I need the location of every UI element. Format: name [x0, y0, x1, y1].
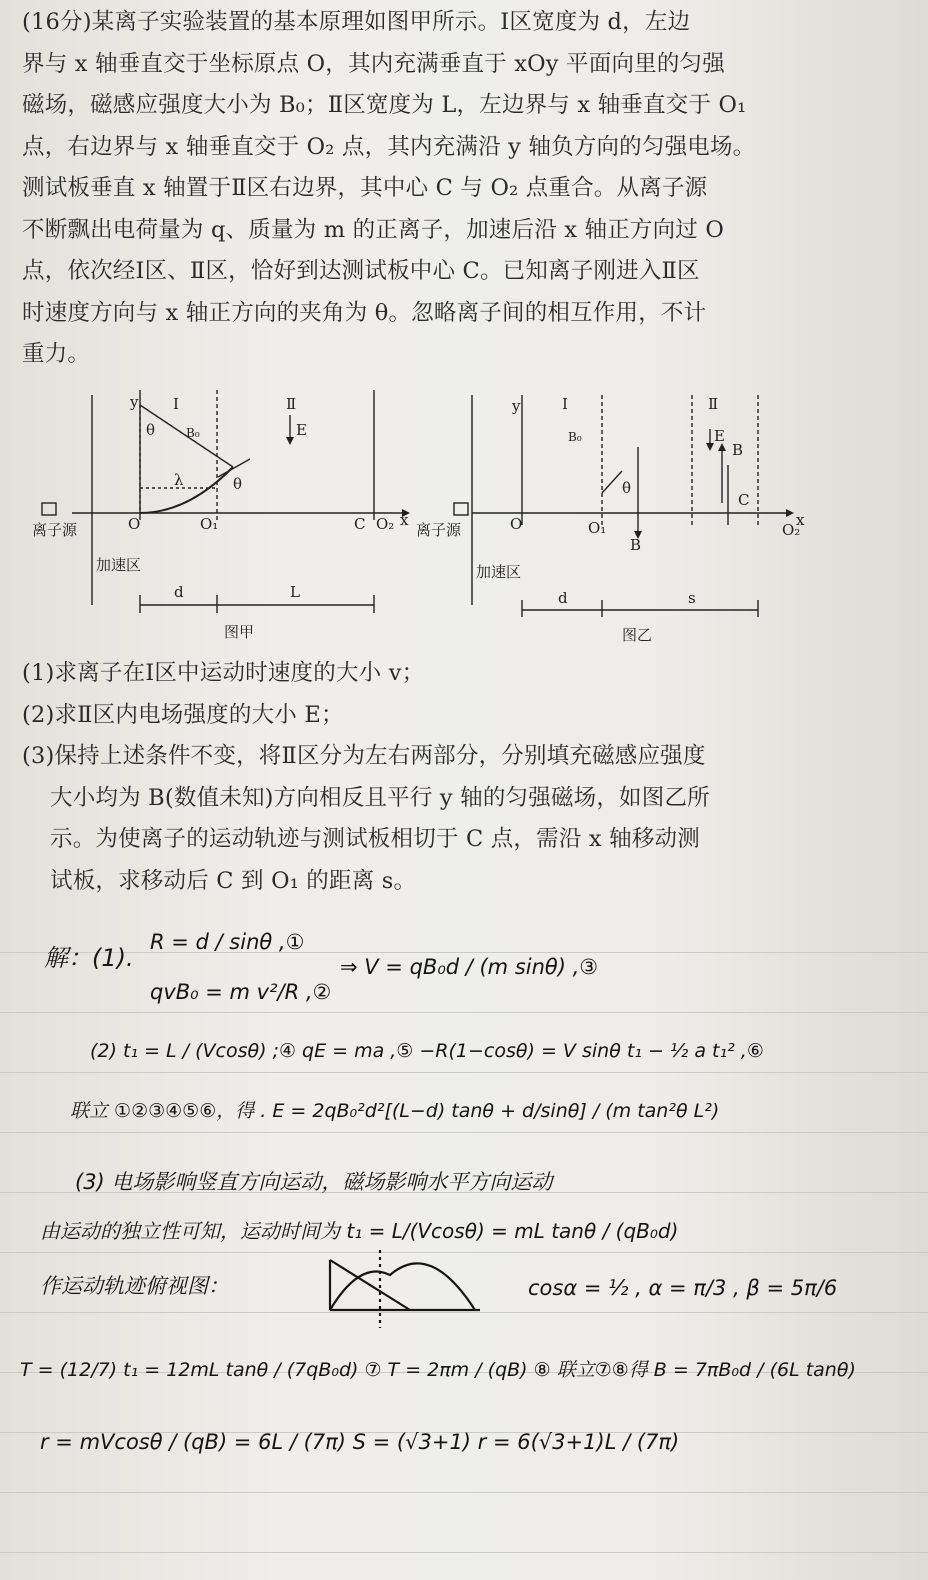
intro-line: 点，依次经Ⅰ区、Ⅱ区，恰好到达测试板中心 C。已知离子刚进入Ⅱ区: [22, 258, 700, 284]
fig-jia-o: O: [128, 515, 141, 533]
fig-yi-c: C: [738, 491, 750, 509]
fig-jia-alpha: λ: [174, 471, 184, 489]
solution-eq3: ⇒ V = qB₀d / (m sinθ) ,③: [340, 955, 599, 979]
fig-yi-o2: O₂: [782, 521, 801, 539]
question-1: (1)求离子在Ⅰ区中运动时速度的大小 v；: [22, 660, 425, 686]
fig-yi-o: O: [510, 515, 523, 533]
question-3-line: 试板，求移动后 C 到 O₁ 的距离 s。: [50, 867, 417, 894]
fig-yi-d: d: [558, 589, 568, 607]
fig-yi-b-up: B: [732, 441, 744, 459]
fig-jia-l: L: [290, 583, 300, 601]
intro-line: 不断飘出电荷量为 q、质量为 m 的正离子，加速后沿 x 轴正方向过 O: [22, 216, 724, 243]
solution-label: 解：(1).: [44, 944, 134, 972]
figure-jia: [28, 385, 448, 650]
fig-jia-source: 离子源: [32, 521, 78, 539]
solution-part3-a: (3) 电场影响竖直方向运动，磁场影响水平方向运动: [75, 1170, 553, 1194]
solution-part2: (2) t₁ = L / (Vcosθ) ;④ qE = ma ,⑤ −R(1−cosθ) = V sinθ t₁ − ½ a t₁² ,⑥: [90, 1040, 764, 1062]
solution-part3-d: cosα = ½ , α = π/3 , β = 5π/6: [528, 1276, 838, 1300]
fig-jia-e: E: [296, 421, 307, 439]
fig-jia-accel: 加速区: [96, 556, 142, 574]
fig-yi-b0: B₀: [568, 430, 582, 444]
question-2: (2)求Ⅱ区内电场强度的大小 E；: [22, 701, 344, 728]
fig-jia-theta1: θ: [146, 421, 156, 439]
fig-jia-b0: B₀: [186, 426, 200, 440]
fig-jia-caption: 图甲: [224, 623, 255, 641]
question-3-line: 示。为使离子的运动轨迹与测试板相切于 C 点，需沿 x 轴移动测: [50, 826, 700, 852]
solution-part2-result: 联立 ①②③④⑤⑥，得 . E = 2qB₀²d²[(L−d) tanθ + d/sinθ] / (m tan²θ L²): [70, 1100, 720, 1122]
fig-yi-theta: θ: [622, 479, 632, 497]
fig-jia-theta2: θ: [233, 475, 243, 493]
fig-yi-x: x: [796, 511, 805, 529]
trajectory-sketch: [300, 1240, 500, 1330]
fig-jia-x: x: [400, 511, 409, 529]
fig-jia-region2: Ⅱ: [286, 395, 297, 413]
figure-yi: [412, 385, 822, 650]
intro-line: 界与 x 轴垂直交于坐标原点 O，其内充满垂直于 xOy 平面向里的匀强: [22, 50, 725, 77]
fig-yi-b-down: B: [630, 536, 642, 554]
fig-jia-region1: Ⅰ: [173, 395, 179, 413]
solution-part3-e: T = (12/7) t₁ = 12mL tanθ / (7qB₀d) ⑦ T = 2πm / (qB) ⑧ 联立⑦⑧得 B = 7πB₀d / (6L tanθ): [20, 1359, 856, 1381]
question-3-line: (3)保持上述条件不变，将Ⅱ区分为左右两部分，分别填充磁感应强度: [22, 743, 706, 769]
fig-jia-c: C: [354, 515, 366, 533]
solution-part3-c: 作运动轨迹俯视图：: [40, 1274, 229, 1298]
solution-eq2: qvB₀ = m v²/R ,②: [150, 980, 332, 1004]
fig-jia-d: d: [174, 583, 184, 601]
question-3-line: 大小均为 B(数值未知)方向相反且平行 y 轴的匀强磁场，如图乙所: [50, 784, 710, 811]
fig-jia-o1: O₁: [200, 515, 219, 533]
solution-part3-f: r = mVcosθ / (qB) = 6L / (7π) S = (√3+1) r = 6(√3+1)L / (7π): [40, 1430, 680, 1454]
fig-jia-y: y: [130, 393, 139, 411]
intro-line: (16分)某离子实验装置的基本原理如图甲所示。Ⅰ区宽度为 d，左边: [22, 9, 691, 35]
intro-line: 重力。: [22, 341, 91, 367]
fig-yi-region2: Ⅱ: [708, 395, 719, 413]
fig-yi-y: y: [512, 397, 521, 415]
intro-line: 点，右边界与 x 轴垂直交于 O₂ 点，其内充满沿 y 轴负方向的匀强电场。: [22, 133, 756, 160]
fig-yi-e: E: [714, 427, 725, 445]
intro-line: 时速度方向与 x 轴正方向的夹角为 θ。忽略离子间的相互作用，不计: [22, 299, 707, 326]
intro-line: 磁场，磁感应强度大小为 B₀；Ⅱ区宽度为 L，左边界与 x 轴垂直交于 O₁: [22, 92, 747, 118]
fig-yi-accel: 加速区: [476, 563, 522, 581]
intro-line: 测试板垂直 x 轴置于Ⅱ区右边界，其中心 C 与 O₂ 点重合。从离子源: [22, 175, 708, 201]
solution-part3-b: 由运动的独立性可知，运动时间为 t₁ = L/(Vcosθ) = mL tanθ / (qB₀d): [40, 1219, 679, 1243]
fig-yi-region1: Ⅰ: [562, 395, 568, 413]
fig-yi-s: s: [688, 589, 696, 607]
solution-eq1: R = d / sinθ ,①: [150, 930, 305, 954]
fig-yi-source: 离子源: [416, 521, 462, 539]
fig-yi-o1: O₁: [588, 519, 607, 537]
fig-yi-caption: 图乙: [622, 626, 653, 644]
problem-intro: [22, 2, 917, 376]
fig-jia-o2: O₂: [376, 515, 395, 533]
questions: [22, 653, 917, 902]
